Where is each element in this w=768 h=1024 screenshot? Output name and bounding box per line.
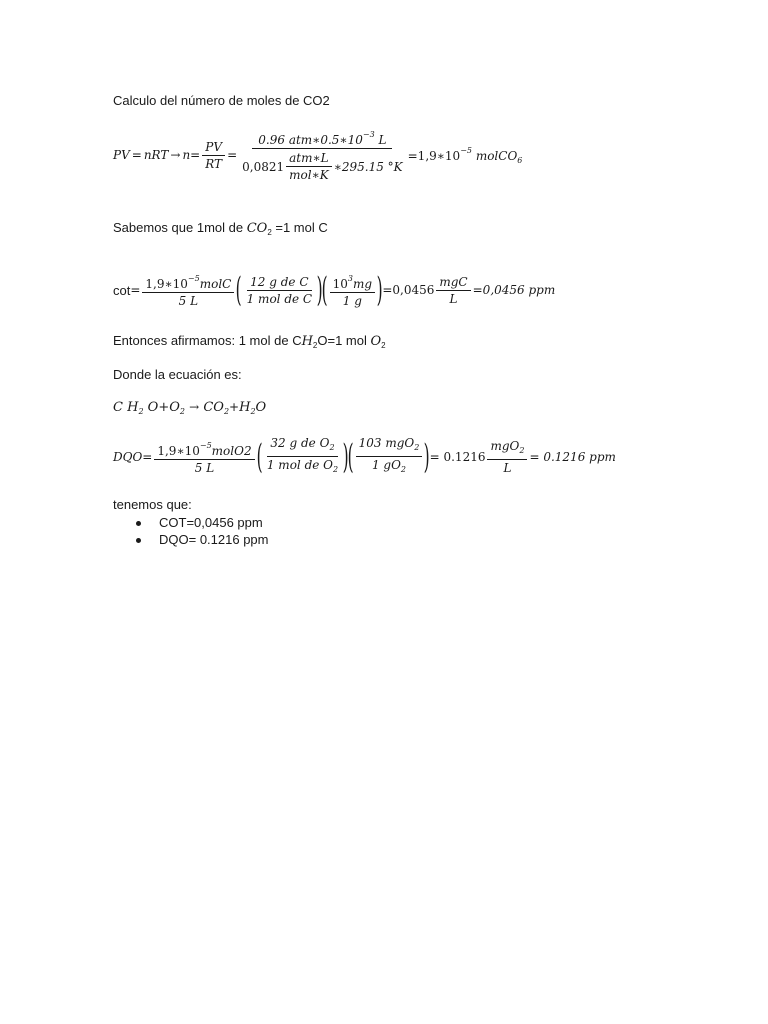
donde-line: Donde la ecuación es:: [113, 367, 242, 382]
eq1-fraction-pv-rt: [202, 140, 225, 171]
rx-plus: +: [229, 400, 240, 414]
open-paren-icon: (: [235, 270, 242, 310]
bullet-icon: [136, 538, 141, 543]
dqo-f2-num-sub: 2: [329, 443, 335, 452]
cot-f1-den: 5 L: [178, 294, 199, 308]
sabemos-sub: 2: [267, 228, 272, 237]
eq1-equals: =: [131, 148, 142, 162]
section-heading: Calculo del número de moles de CO2: [113, 93, 330, 108]
rx-h2-sub: 2: [250, 407, 256, 416]
dqo-f3-num-text: 103 mgO: [358, 436, 415, 450]
cot-f2-num: 12 g de C: [247, 275, 311, 291]
dqo-f1-num: [154, 439, 254, 460]
rx-h-sub: 2: [138, 407, 144, 416]
rx-h2: H: [239, 400, 251, 415]
dqo-f3-den-text: 1 gO: [371, 458, 401, 472]
summary-item-dqo: DQO= 0.1216 ppm: [159, 532, 269, 547]
sabemos-rest: =1 mol C: [271, 220, 328, 235]
summary-list: [113, 514, 268, 548]
open-paren-icon: (: [322, 270, 328, 310]
entonces-o2: O: [370, 334, 382, 349]
cot-f4-den: L: [449, 291, 458, 306]
reaction-equation: [113, 400, 266, 416]
eq1-result-unit: molCO: [475, 148, 518, 163]
dqo-fraction-2: [264, 436, 341, 477]
sabemos-line: [113, 220, 328, 237]
eq1-result-value: =1,9∗10: [407, 148, 461, 163]
dqo-f1-num-value: 1,9∗10: [157, 443, 200, 458]
summary-intro: tenemos que:: [113, 497, 192, 512]
dqo-f2-den-sub: 2: [333, 465, 339, 474]
ideal-gas-equation: [113, 128, 522, 182]
dqo-f1-exp: −5: [199, 440, 212, 450]
eq1-inner-num: atm∗L: [286, 151, 331, 167]
eq1-result: [408, 146, 523, 165]
eq1-result-exp: −5: [460, 145, 472, 155]
eq1-inner-fraction: [286, 151, 332, 182]
cot-f4-num: mgC: [436, 275, 470, 291]
entonces-h: H: [301, 334, 313, 349]
cot-fraction-3: [330, 272, 375, 308]
rx-o-plus: O+O: [147, 400, 180, 415]
dqo-f3-den-sub: 2: [400, 465, 407, 474]
cot-f3-exp: 3: [347, 274, 353, 283]
dqo-f2-num: [267, 436, 337, 457]
eq1-inner-den: mol∗K: [289, 168, 329, 182]
cot-f1-num-value: 1,9∗10: [145, 277, 188, 291]
dqo-f3-num: [356, 436, 423, 457]
dqo-equals: =: [142, 449, 153, 464]
cot-f1-exp: −5: [187, 274, 200, 283]
dqo-f2-den-text: 1 mol de O: [266, 458, 333, 472]
cot-f3-num-a: 10: [332, 277, 348, 291]
open-paren-icon: (: [256, 436, 263, 477]
cot-f1-num: [142, 272, 234, 293]
cot-f3-num-b: mg: [353, 277, 373, 291]
entonces-h-sub: 2: [312, 341, 318, 350]
close-paren-icon: ): [316, 270, 323, 310]
eq1-main-num-exp: −3: [362, 130, 375, 139]
cot-end-value: =0,0456 ppm: [472, 283, 556, 297]
eq1-result-sub: 6: [517, 155, 523, 165]
open-paren-icon: (: [348, 436, 354, 477]
dqo-f1-den: 5 L: [194, 460, 215, 475]
cot-f3-den: 1 g: [342, 294, 362, 308]
cot-equals: =: [130, 283, 141, 297]
cot-f3-num: [330, 272, 375, 293]
eq1-main-num-unit: L: [378, 133, 387, 147]
dqo-fraction-3: [356, 436, 423, 477]
dqo-f4-den: L: [503, 460, 512, 475]
dqo-f4-num: [487, 439, 527, 460]
list-item: [113, 531, 268, 548]
dqo-f2-den: [264, 457, 341, 477]
cot-mid-value: =0,0456: [382, 283, 435, 297]
eq1-main-fraction: [239, 128, 406, 182]
entonces-text: Entonces afirmamos: 1 mol de C: [113, 333, 302, 348]
eq1-n: n=: [182, 148, 201, 162]
cot-fraction-1: [142, 272, 234, 308]
eq1-frac-den: RT: [205, 156, 223, 171]
rx-arrow: →: [189, 400, 200, 414]
bullet-icon: [136, 521, 141, 526]
eq1-arrow: →: [170, 148, 181, 162]
rx-o-sub: 2: [179, 407, 185, 416]
entonces-o2-sub: 2: [381, 341, 386, 350]
cot-label: cot: [113, 282, 131, 298]
eq1-lhs: PV: [113, 148, 130, 162]
dqo-fraction-1: [154, 439, 254, 475]
close-paren-icon: ): [423, 436, 430, 477]
close-paren-icon: ): [342, 436, 349, 477]
rx-o-end: O: [255, 400, 267, 415]
dqo-equation: [113, 436, 616, 477]
rx-c: C: [113, 400, 123, 415]
summary-item-cot: COT=0,0456 ppm: [159, 515, 263, 530]
cot-fraction-4: [436, 275, 470, 306]
close-paren-icon: ): [376, 270, 383, 310]
dqo-f2-num-text: 32 g de O: [270, 436, 330, 450]
dqo-f3-num-sub: 2: [414, 443, 420, 452]
dqo-mid-value: = 0.1216: [429, 449, 486, 464]
dqo-fraction-4: [487, 439, 527, 475]
sabemos-co: CO: [246, 221, 268, 236]
dqo-end-value: = 0.1216 ppm: [529, 449, 616, 464]
eq1-main-den: [239, 149, 406, 182]
rx-h: H: [127, 400, 139, 415]
eq1-main-num-value: 0.96 atm∗0.5∗10: [258, 133, 363, 147]
dqo-f1-unit: molO2: [211, 443, 252, 458]
dqo-label: DQO: [113, 449, 143, 464]
cot-f2-den: 1 mol de C: [246, 291, 313, 306]
dqo-f3-den: [369, 457, 409, 477]
list-item: [113, 514, 268, 531]
eq1-nrt: nRT: [143, 148, 169, 162]
eq1-frac-num: PV: [202, 140, 225, 156]
eq1-den-r: 0,0821: [242, 159, 285, 174]
dqo-f4-num-text: mgO: [490, 438, 520, 453]
cot-f1-unit: molC: [199, 277, 232, 291]
rx-co-sub: 2: [223, 407, 230, 416]
entonces-line: [113, 333, 386, 350]
sabemos-text: Sabemos que 1mol de: [113, 220, 247, 235]
cot-equation: [113, 272, 555, 308]
rx-co: CO: [203, 400, 224, 415]
eq1-equals-2: =: [227, 148, 238, 162]
cot-fraction-2: [244, 275, 315, 306]
entonces-o: O=1 mol: [317, 333, 371, 348]
eq1-main-num: [252, 128, 392, 149]
eq1-den-temp: ∗295.15 °K: [333, 159, 403, 174]
dqo-f4-num-sub: 2: [519, 445, 525, 455]
